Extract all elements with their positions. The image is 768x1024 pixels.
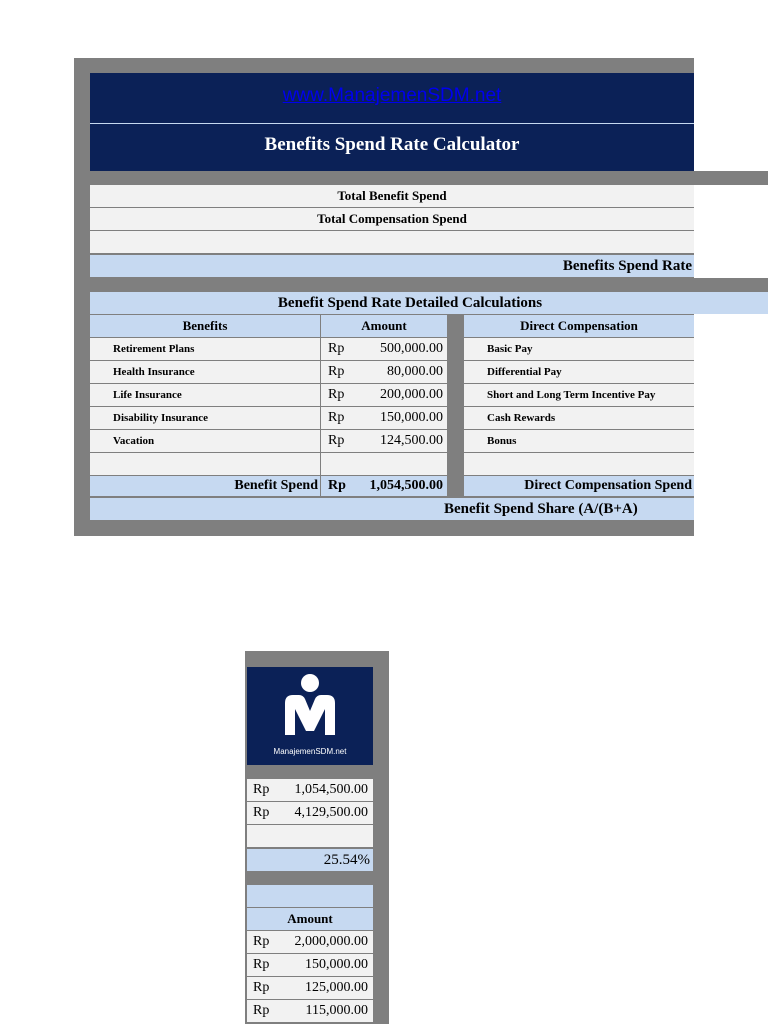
benefit-amount-cell [321,338,447,360]
direct-amount-currency: Rp [253,957,270,972]
direct-comp-row [464,407,694,429]
benefit-row [90,407,320,429]
direct-comp-name: Short and Long Term Incentive Pay [487,389,656,401]
benefit-spend-value: 1,054,500.00 [369,478,443,493]
benefit-spend-value-cell [321,476,447,496]
logo-icon [247,669,373,749]
benefit-name: Life Insurance [113,389,182,401]
total-comp-value: 4,129,500.00 [294,805,368,820]
section-title: Benefit Spend Rate Detailed Calculations [277,295,543,311]
benefit-amount: 80,000.00 [387,364,443,379]
benefit-name: Retirement Plans [113,343,195,355]
col-benefits-label: Benefits [182,318,228,333]
benefit-amount: 150,000.00 [380,410,443,425]
section-title-row [90,292,694,314]
page-title: Benefits Spend Rate Calculator [264,134,520,155]
benefit-amount: 500,000.00 [380,341,443,356]
direct-comp-name: Basic Pay [487,343,533,355]
col-header-amount [321,315,447,337]
benefit-row [90,361,320,383]
direct-amount-row [247,1000,373,1022]
direct-comp-name: Differential Pay [487,366,562,378]
total-benefit-value-row [247,779,373,801]
rate-value-row [247,849,373,871]
direct-amount-value: 115,000.00 [305,1003,368,1018]
value-gap [247,871,373,885]
col-direct-label: Direct Compensation [520,318,638,333]
total-comp-currency: Rp [253,805,270,820]
benefit-name: Disability Insurance [113,412,209,424]
benefit-spend-currency: Rp [328,478,346,493]
header-divider [90,123,694,124]
rate-value: 25.54% [323,852,370,868]
benefit-amount: 200,000.00 [380,387,443,402]
direct-amount-currency: Rp [253,934,270,949]
col-amount-label: Amount [361,318,407,333]
benefit-amount-cell [321,384,447,406]
benefit-name: Vacation [113,435,155,447]
share-row [90,498,694,520]
total-benefit-value: 1,054,500.00 [294,782,368,797]
total-benefit-label: Total Benefit Spend [337,188,447,203]
benefit-amount-cell [321,407,447,429]
benefit-spend-label: Benefit Spend [234,478,318,493]
benefit-row [90,338,320,360]
benefit-amount-cell [321,361,447,383]
benefit-currency: Rp [328,341,345,356]
direct-amount-row [247,931,373,953]
direct-comp-row [464,338,694,360]
rate-label: Benefits Spend Rate [562,258,692,274]
benefit-currency: Rp [328,433,345,448]
amount-header-row [247,908,373,930]
direct-spend-label: Direct Compensation Spend [524,478,692,493]
share-label: Benefit Spend Share (A/(B+A) [444,501,638,517]
site-link[interactable]: www.ManajemenSDM.net [282,85,502,106]
direct-amount-row [247,954,373,976]
col-header-direct [464,315,694,337]
total-benefit-currency: Rp [253,782,270,797]
amount-header: Amount [287,911,333,926]
logo-gap [247,765,373,779]
benefit-name: Health Insurance [113,366,195,378]
summary-row-rate [90,255,694,277]
summary-row-empty [90,231,694,253]
benefit-amount: 124,500.00 [380,433,443,448]
logo-text: ManajemenSDM.net [273,747,347,756]
direct-comp-name: Bonus [487,435,517,447]
direct-spend-label-cell [464,476,694,496]
direct-amount-value: 125,000.00 [305,980,368,995]
direct-comp-row [464,384,694,406]
col-header-benefits [90,315,320,337]
total-comp-value-row [247,802,373,824]
direct-comp-row [464,430,694,452]
direct-comp-name: Cash Rewards [487,412,556,424]
section-blank-row [247,885,373,907]
benefit-amount-cell [321,430,447,452]
summary-row-comp [90,208,694,230]
benefit-row [90,430,320,452]
direct-comp-row [464,361,694,383]
summary-row-benefit [90,185,694,207]
direct-amount-value: 2,000,000.00 [294,934,368,949]
benefit-currency: Rp [328,387,345,402]
empty-value-row [247,825,373,847]
frame-extension-2 [694,278,768,292]
empty-row-right [464,453,694,475]
benefit-currency: Rp [328,364,345,379]
frame-extension-1 [694,171,768,185]
direct-amount-row [247,977,373,999]
empty-row-amount [321,453,447,475]
benefit-row [90,384,320,406]
column-separator [448,315,464,496]
total-comp-label: Total Compensation Spend [317,211,467,226]
benefit-currency: Rp [328,410,345,425]
benefit-spend-label-cell [90,476,320,496]
empty-row-left [90,453,320,475]
logo-box [247,667,373,765]
header-banner [90,73,694,171]
direct-amount-currency: Rp [253,980,270,995]
direct-amount-value: 150,000.00 [305,957,368,972]
direct-amount-currency: Rp [253,1003,270,1018]
